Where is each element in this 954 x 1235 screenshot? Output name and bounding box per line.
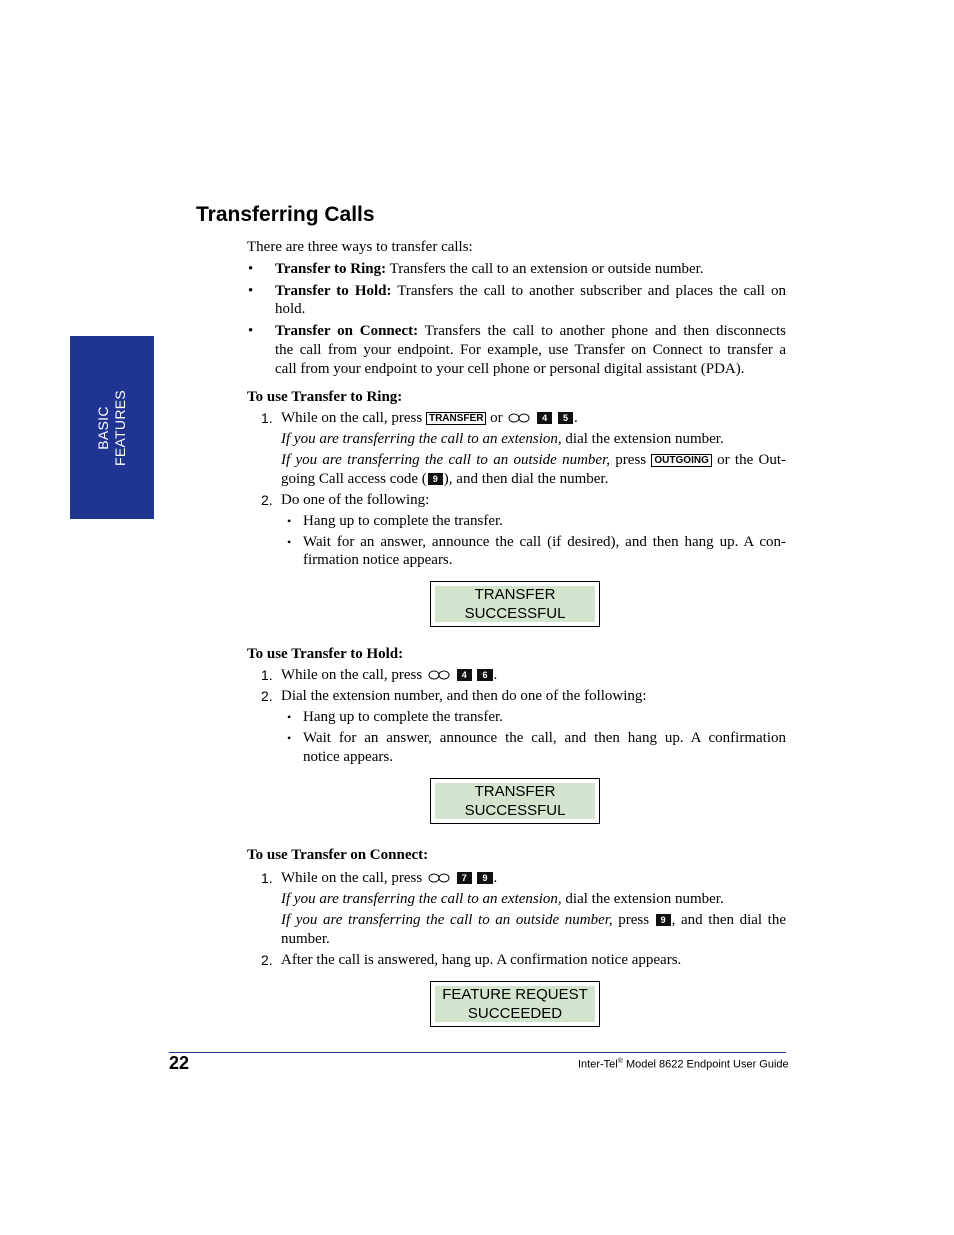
feature-icon — [508, 413, 530, 423]
step-number: 2. — [261, 492, 273, 508]
page-number: 22 — [169, 1053, 190, 1073]
dialpad-key-9[interactable]: 9 — [477, 872, 492, 884]
dialpad-key-7[interactable]: 7 — [457, 872, 472, 884]
ring-step-1: While on the call, press TRANSFER or 4 5 . — [281, 410, 578, 426]
lcd-display — [430, 581, 600, 627]
bullet-transfer-on-connect: Transfer on Connect: Transfers the call to another phone and then disconnects — [275, 323, 787, 339]
side-tab-label: BASIC FEATURES — [95, 389, 128, 466]
dialpad-key-4[interactable]: 4 — [457, 669, 472, 681]
bullet-dot: • — [287, 731, 292, 745]
bullet-text-line: the call from your endpoint. For example, use Transfer on Connect to transfer a — [275, 342, 786, 358]
dialpad-key-9[interactable]: 9 — [656, 914, 671, 926]
dialpad-key-4[interactable]: 4 — [537, 412, 552, 424]
hold-substep-wait: Wait for an answer, announce the call, and then hang up. A confirmation — [303, 730, 786, 746]
step-number: 2. — [261, 952, 273, 968]
bullet-dot: • — [287, 514, 292, 528]
bullet-dot: • — [287, 710, 292, 724]
lcd-line: SUCCEEDED — [467, 1005, 563, 1022]
step-number: 2. — [261, 688, 273, 704]
lcd-line: TRANSFER — [474, 783, 556, 800]
connect-extension-instruction: If you are transferring the call to an extension, dial the extension number. — [281, 891, 724, 907]
dialpad-key-5[interactable]: 5 — [558, 412, 573, 424]
transfer-softkey[interactable]: TRANSFER — [426, 412, 486, 425]
connect-step-2: After the call is answered, hang up. A confirmation notice appears. — [281, 952, 682, 968]
ring-step-2: Do one of the following: — [281, 492, 430, 508]
hold-substep-wait-line2: notice appears. — [303, 749, 393, 765]
lcd-display — [430, 778, 600, 824]
hold-step-1: While on the call, press 4 6 . — [281, 667, 498, 683]
footer-rule — [169, 1052, 786, 1053]
lcd-line: FEATURE REQUEST — [442, 986, 588, 1003]
ring-substep-wait: Wait for an answer, announce the call (if desired), and then hang up. A con- — [303, 534, 786, 550]
lcd-line: TRANSFER — [474, 586, 556, 603]
bullet-dot: • — [287, 535, 292, 549]
heading-transfer-to-ring: To use Transfer to Ring: — [247, 389, 403, 405]
heading-transfer-to-hold: To use Transfer to Hold: — [247, 646, 404, 662]
intro-text: There are three ways to transfer calls: — [247, 239, 473, 255]
ring-outside-instruction: If you are transferring the call to an outside number, press OUTGOING or the Out- — [281, 452, 787, 468]
hold-substep-hang-up: Hang up to complete the transfer. — [303, 709, 503, 725]
lcd-display — [430, 981, 600, 1027]
page-title: Transferring Calls — [196, 203, 375, 226]
dialpad-key-6[interactable]: 6 — [477, 669, 492, 681]
bullet-transfer-to-ring: Transfer to Ring: Transfers the call to an extension or outside number. — [275, 261, 704, 277]
ring-outside-instruction-line2: going Call access code ( 9 ), and then dial the number. — [281, 471, 609, 487]
outgoing-softkey[interactable]: OUTGOING — [651, 454, 711, 467]
section-side-tab — [70, 336, 154, 519]
bullet-transfer-to-hold: Transfer to Hold: Transfers the call to another subscriber and places the call on — [275, 283, 786, 299]
lcd-line: SUCCESSFUL — [464, 802, 566, 819]
feature-icon — [428, 873, 450, 883]
step-number: 1. — [261, 410, 273, 426]
ring-substep-hang-up: Hang up to complete the transfer. — [303, 513, 503, 529]
connect-outside-instruction-line2: number. — [281, 931, 330, 947]
hold-step-2: Dial the extension number, and then do one of the following: — [281, 688, 647, 704]
footer-guide-title: Inter-Tel® Model 8622 Endpoint User Guide — [578, 1058, 789, 1071]
bullet-dot: • — [248, 283, 254, 299]
bullet-text-line: call from your endpoint to your cell phone or personal digital assistant (PDA). — [275, 361, 745, 377]
step-number: 1. — [261, 870, 273, 886]
dialpad-key-9[interactable]: 9 — [428, 473, 443, 485]
bullet-dot: • — [248, 323, 254, 339]
step-number: 1. — [261, 667, 273, 683]
bullet-dot: • — [248, 261, 254, 277]
lcd-line: SUCCESSFUL — [464, 605, 566, 622]
bullet-text-line: hold. — [275, 301, 306, 317]
connect-outside-instruction: If you are transferring the call to an outside number, press 9 , and then dial the — [281, 912, 786, 928]
connect-step-1: While on the call, press 7 9 . — [281, 870, 498, 886]
ring-substep-wait-line2: firmation notice appears. — [303, 552, 453, 568]
feature-icon — [428, 670, 450, 680]
heading-transfer-on-connect: To use Transfer on Connect: — [247, 847, 429, 863]
ring-extension-instruction: If you are transferring the call to an extension, dial the extension number. — [281, 431, 724, 447]
